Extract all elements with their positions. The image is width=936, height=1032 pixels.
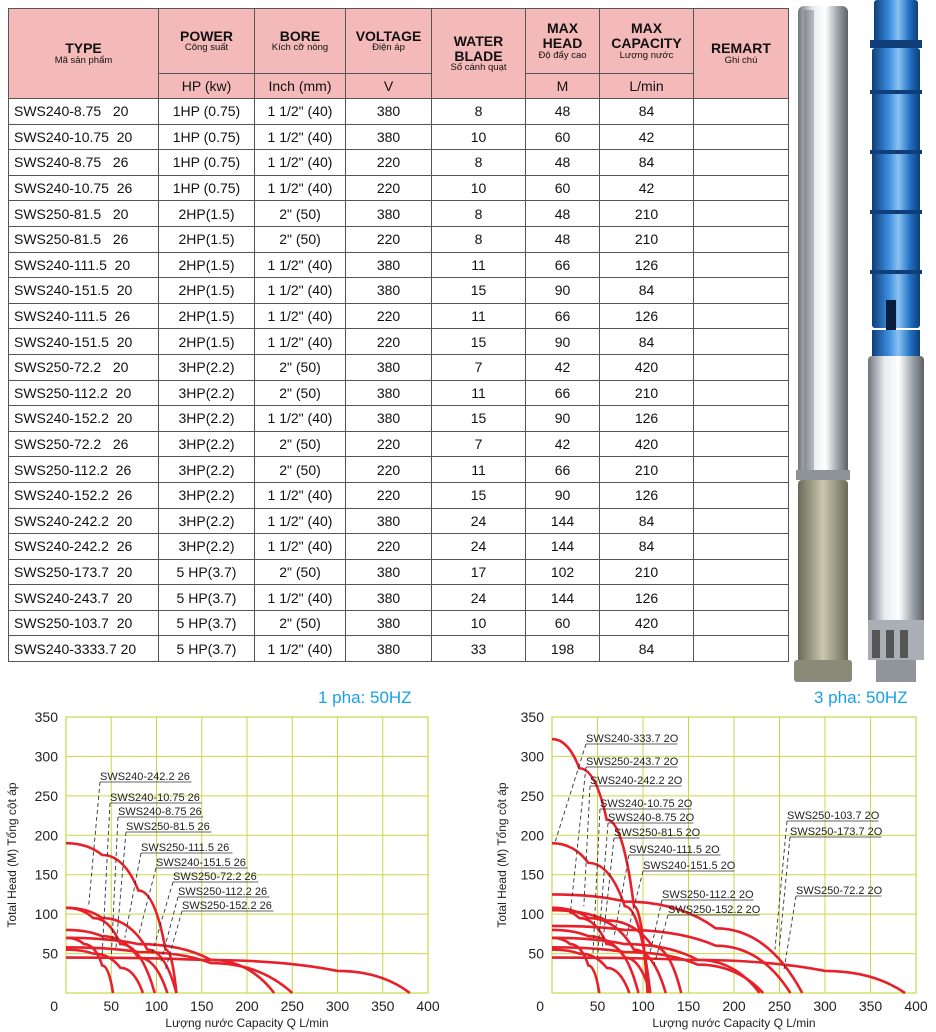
y-tick-label: 200 bbox=[34, 827, 58, 844]
table-row bbox=[9, 354, 789, 380]
series-label: SWS240-8.75 26 bbox=[118, 806, 202, 818]
cell-remart bbox=[694, 252, 789, 278]
cell-bore: 1 1/2" (40) bbox=[255, 534, 346, 560]
cell-bore: 1 1/2" (40) bbox=[255, 406, 346, 432]
cell-max-head: 60 bbox=[526, 610, 600, 636]
cell-max-head: 144 bbox=[526, 534, 600, 560]
series-leader-line bbox=[152, 882, 173, 954]
cell-max-capacity: 126 bbox=[600, 406, 694, 432]
cell-max-head: 48 bbox=[526, 201, 600, 227]
cell-power: 1HP (0.75) bbox=[159, 99, 255, 125]
x-tick-label: 250 bbox=[767, 998, 792, 1014]
col-header-max-capacity: MAX CAPACITY Lượng nước bbox=[600, 9, 694, 74]
series-label: SWS240-151.5 26 bbox=[156, 857, 246, 869]
series-label: SWS240-10.75 26 bbox=[110, 792, 200, 804]
cell-type: SWS250-81.5 20 bbox=[9, 201, 159, 227]
x-tick-label: 300 bbox=[325, 998, 350, 1014]
table-row bbox=[9, 636, 789, 662]
cell-voltage: 380 bbox=[346, 508, 432, 534]
cell-max-capacity: 42 bbox=[600, 175, 694, 201]
cell-remart bbox=[694, 124, 789, 150]
cell-max-head: 198 bbox=[526, 636, 600, 662]
series-label: SWS250-152.2 26 bbox=[182, 900, 272, 912]
cell-type: SWS240-10.75 26 bbox=[9, 175, 159, 201]
table-row bbox=[9, 380, 789, 406]
y-tick-label: 50 bbox=[42, 945, 58, 962]
cell-remart bbox=[694, 226, 789, 252]
cell-remart bbox=[694, 380, 789, 406]
cell-power: 3HP(2.2) bbox=[159, 482, 255, 508]
cell-power: 1HP (0.75) bbox=[159, 175, 255, 201]
series-curve bbox=[552, 950, 629, 993]
cell-max-head: 144 bbox=[526, 508, 600, 534]
cell-water-blade: 11 bbox=[432, 380, 526, 406]
cell-power: 3HP(2.2) bbox=[159, 508, 255, 534]
cell-voltage: 380 bbox=[346, 636, 432, 662]
series-label: SWS250-173.7 2O bbox=[790, 826, 883, 838]
cell-power: 5 HP(3.7) bbox=[159, 610, 255, 636]
series-label: SWS240-8.75 2O bbox=[608, 812, 695, 824]
cell-max-capacity: 420 bbox=[600, 354, 694, 380]
cell-max-capacity: 84 bbox=[600, 150, 694, 176]
cell-type: SWS240-111.5 26 bbox=[9, 303, 159, 329]
y-tick-label: 300 bbox=[520, 748, 544, 765]
x-tick-label: 200 bbox=[722, 998, 746, 1014]
cell-water-blade: 8 bbox=[432, 99, 526, 125]
cell-power: 2HP(1.5) bbox=[159, 226, 255, 252]
cell-voltage: 220 bbox=[346, 457, 432, 483]
y-tick-label: 150 bbox=[34, 866, 58, 883]
cell-max-head: 42 bbox=[526, 431, 600, 457]
cell-water-blade: 11 bbox=[432, 303, 526, 329]
table-row bbox=[9, 457, 789, 483]
series-leader-line bbox=[89, 782, 100, 906]
cell-water-blade: 11 bbox=[432, 252, 526, 278]
table-row bbox=[9, 150, 789, 176]
cell-bore: 2" (50) bbox=[255, 380, 346, 406]
cell-type: SWS240-151.5 20 bbox=[9, 278, 159, 304]
cell-bore: 1 1/2" (40) bbox=[255, 482, 346, 508]
cell-water-blade: 24 bbox=[432, 534, 526, 560]
cell-bore: 1 1/2" (40) bbox=[255, 585, 346, 611]
table-row bbox=[9, 534, 789, 560]
col-header-max-head: MAX HEAD Độ đẩy cao bbox=[526, 9, 600, 74]
series-curve bbox=[552, 958, 905, 993]
y-tick-label: 250 bbox=[520, 787, 544, 804]
series-label: SWS250-112.2 26 bbox=[178, 886, 268, 898]
cell-voltage: 380 bbox=[346, 354, 432, 380]
series-leader-line bbox=[166, 911, 182, 969]
y-tick-label: 0 bbox=[50, 998, 58, 1014]
cell-type: SWS240-152.2 20 bbox=[9, 406, 159, 432]
series-label: SWS250-72.2 26 bbox=[173, 871, 257, 883]
cell-type: SWS240-152.2 26 bbox=[9, 482, 159, 508]
cell-max-head: 66 bbox=[526, 380, 600, 406]
cell-remart bbox=[694, 610, 789, 636]
cell-water-blade: 33 bbox=[432, 636, 526, 662]
cell-power: 3HP(2.2) bbox=[159, 431, 255, 457]
table-row bbox=[9, 303, 789, 329]
y-tick-label: 100 bbox=[520, 906, 544, 923]
series-label: SWS240-10.75 2O bbox=[600, 798, 693, 810]
cell-max-capacity: 84 bbox=[600, 329, 694, 355]
cell-remart bbox=[694, 329, 789, 355]
cell-max-head: 48 bbox=[526, 150, 600, 176]
cell-voltage: 380 bbox=[346, 610, 432, 636]
cell-remart bbox=[694, 150, 789, 176]
cell-type: SWS250-112.2 20 bbox=[9, 380, 159, 406]
y-tick-label: 150 bbox=[520, 866, 544, 883]
series-curve bbox=[66, 950, 143, 993]
cell-voltage: 220 bbox=[346, 150, 432, 176]
col-header-bore: BORE Kích cỡ nòng bbox=[255, 9, 346, 74]
chart-3-phase-title: 3 pha: 50HZ bbox=[814, 688, 908, 707]
series-leader-line bbox=[570, 767, 586, 914]
cell-max-capacity: 210 bbox=[600, 380, 694, 406]
cell-remart bbox=[694, 99, 789, 125]
cell-bore: 1 1/2" (40) bbox=[255, 278, 346, 304]
table-row bbox=[9, 431, 789, 457]
x-tick-label: 300 bbox=[813, 998, 837, 1014]
cell-bore: 1 1/2" (40) bbox=[255, 99, 346, 125]
cell-type: SWS250-112.2 26 bbox=[9, 457, 159, 483]
series-leader-line bbox=[584, 786, 590, 906]
cell-remart bbox=[694, 559, 789, 585]
cell-bore: 2" (50) bbox=[255, 610, 346, 636]
series-curve bbox=[66, 938, 274, 993]
cell-power: 2HP(1.5) bbox=[159, 278, 255, 304]
series-label: SWS250-152.2 2O bbox=[668, 904, 761, 916]
cell-type: SWS250-103.7 20 bbox=[9, 610, 159, 636]
x-tick-label: 350 bbox=[371, 998, 395, 1014]
series-label: SWS250-112.2 2O bbox=[662, 889, 754, 901]
spec-table bbox=[8, 8, 789, 662]
col-header-voltage: VOLTAGE Điện áp bbox=[346, 9, 432, 74]
cell-water-blade: 24 bbox=[432, 585, 526, 611]
cell-max-capacity: 84 bbox=[600, 534, 694, 560]
series-label: SWS240-333.7 2O bbox=[586, 733, 679, 745]
cell-max-head: 90 bbox=[526, 406, 600, 432]
cell-remart bbox=[694, 534, 789, 560]
x-tick-label: 50 bbox=[103, 998, 120, 1014]
cell-max-head: 48 bbox=[526, 99, 600, 125]
y-tick-label: 250 bbox=[34, 787, 58, 804]
cell-water-blade: 15 bbox=[432, 278, 526, 304]
cell-bore: 1 1/2" (40) bbox=[255, 150, 346, 176]
cell-remart bbox=[694, 406, 789, 432]
cell-power: 3HP(2.2) bbox=[159, 380, 255, 406]
table-row bbox=[9, 610, 789, 636]
cell-max-head: 42 bbox=[526, 354, 600, 380]
cell-power: 5 HP(3.7) bbox=[159, 636, 255, 662]
x-tick-label: 50 bbox=[589, 998, 606, 1014]
cell-voltage: 380 bbox=[346, 99, 432, 125]
cell-max-head: 90 bbox=[526, 329, 600, 355]
cell-voltage: 220 bbox=[346, 329, 432, 355]
cell-water-blade: 8 bbox=[432, 150, 526, 176]
series-label: SWS250-81.5 26 bbox=[126, 821, 210, 833]
cell-voltage: 380 bbox=[346, 380, 432, 406]
cell-remart bbox=[694, 482, 789, 508]
series-leader-line bbox=[138, 868, 156, 936]
x-tick-label: 400 bbox=[416, 998, 440, 1014]
series-leader-line bbox=[125, 853, 141, 938]
cell-water-blade: 10 bbox=[432, 610, 526, 636]
cell-bore: 2" (50) bbox=[255, 559, 346, 585]
cell-water-blade: 15 bbox=[432, 329, 526, 355]
x-tick-label: 400 bbox=[904, 998, 928, 1014]
cell-voltage: 380 bbox=[346, 406, 432, 432]
cell-voltage: 220 bbox=[346, 226, 432, 252]
cell-max-capacity: 42 bbox=[600, 124, 694, 150]
col-header-remart: REMART Ghi chú bbox=[694, 9, 789, 99]
y-tick-label: 100 bbox=[34, 906, 58, 923]
x-axis-label: Lượng nước Capacity Q L/min bbox=[652, 1016, 816, 1030]
cell-power: 3HP(2.2) bbox=[159, 457, 255, 483]
cell-bore: 1 1/2" (40) bbox=[255, 636, 346, 662]
table-row bbox=[9, 482, 789, 508]
cell-remart bbox=[694, 585, 789, 611]
cell-type: SWS250-81.5 26 bbox=[9, 226, 159, 252]
cell-max-head: 90 bbox=[526, 278, 600, 304]
table-row bbox=[9, 406, 789, 432]
x-tick-label: 100 bbox=[144, 998, 169, 1014]
cell-water-blade: 7 bbox=[432, 354, 526, 380]
cell-max-capacity: 420 bbox=[600, 610, 694, 636]
y-tick-label: 0 bbox=[536, 998, 544, 1014]
cell-bore: 2" (50) bbox=[255, 201, 346, 227]
cell-water-blade: 15 bbox=[432, 482, 526, 508]
cell-remart bbox=[694, 457, 789, 483]
cell-power: 2HP(1.5) bbox=[159, 303, 255, 329]
blue-pump-image bbox=[868, 0, 924, 682]
cell-max-head: 48 bbox=[526, 226, 600, 252]
cell-voltage: 220 bbox=[346, 431, 432, 457]
series-label: SWS250-103.7 2O bbox=[787, 810, 880, 822]
series-leader-line bbox=[780, 837, 791, 946]
cell-bore: 2" (50) bbox=[255, 457, 346, 483]
y-tick-label: 300 bbox=[34, 748, 58, 765]
cell-max-capacity: 84 bbox=[600, 278, 694, 304]
cell-remart bbox=[694, 636, 789, 662]
cell-max-capacity: 126 bbox=[600, 303, 694, 329]
cell-voltage: 220 bbox=[346, 482, 432, 508]
unit-bore: Inch (mm) bbox=[255, 74, 346, 99]
series-label: SWS240-242.2 26 bbox=[100, 771, 190, 783]
cell-bore: 2" (50) bbox=[255, 431, 346, 457]
table-row bbox=[9, 175, 789, 201]
cell-type: SWS250-72.2 26 bbox=[9, 431, 159, 457]
cell-max-head: 60 bbox=[526, 124, 600, 150]
y-axis-label: Total Head (M) Tổng cột áp bbox=[5, 782, 19, 928]
cell-max-head: 90 bbox=[526, 482, 600, 508]
cell-voltage: 220 bbox=[346, 175, 432, 201]
cell-type: SWS240-10.75 20 bbox=[9, 124, 159, 150]
cell-water-blade: 17 bbox=[432, 559, 526, 585]
cell-water-blade: 7 bbox=[432, 431, 526, 457]
cell-remart bbox=[694, 201, 789, 227]
cell-bore: 1 1/2" (40) bbox=[255, 303, 346, 329]
unit-max-head: M bbox=[526, 74, 600, 99]
cell-max-capacity: 84 bbox=[600, 636, 694, 662]
chart-1-phase bbox=[0, 684, 440, 1032]
cell-power: 5 HP(3.7) bbox=[159, 585, 255, 611]
y-axis-label: Total Head (M) Tổng cột áp bbox=[495, 782, 509, 928]
series-leader-line bbox=[602, 838, 614, 950]
cell-power: 5 HP(3.7) bbox=[159, 559, 255, 585]
unit-max-capacity: L/min bbox=[600, 74, 694, 99]
cell-remart bbox=[694, 303, 789, 329]
pump-photo bbox=[780, 0, 936, 684]
x-tick-label: 150 bbox=[676, 998, 701, 1014]
cell-power: 2HP(1.5) bbox=[159, 252, 255, 278]
cell-bore: 1 1/2" (40) bbox=[255, 175, 346, 201]
cell-type: SWS240-111.5 20 bbox=[9, 252, 159, 278]
cell-max-capacity: 210 bbox=[600, 201, 694, 227]
y-tick-label: 50 bbox=[528, 945, 544, 962]
series-label: SWS250-72.2 2O bbox=[796, 885, 883, 897]
cell-water-blade: 24 bbox=[432, 508, 526, 534]
cell-remart bbox=[694, 508, 789, 534]
cell-water-blade: 15 bbox=[432, 406, 526, 432]
table-row bbox=[9, 508, 789, 534]
cell-remart bbox=[694, 278, 789, 304]
col-header-power: POWER Công suất bbox=[159, 9, 255, 74]
x-tick-label: 350 bbox=[858, 998, 883, 1014]
table-row bbox=[9, 278, 789, 304]
cell-max-capacity: 210 bbox=[600, 226, 694, 252]
cell-power: 2HP(1.5) bbox=[159, 329, 255, 355]
chart-1-phase-title: 1 pha: 50HZ bbox=[318, 688, 412, 707]
table-row bbox=[9, 124, 789, 150]
cell-type: SWS240-8.75 20 bbox=[9, 99, 159, 125]
cell-water-blade: 10 bbox=[432, 175, 526, 201]
x-tick-label: 150 bbox=[190, 998, 214, 1014]
cell-max-capacity: 420 bbox=[600, 431, 694, 457]
cell-power: 1HP (0.75) bbox=[159, 124, 255, 150]
table-row bbox=[9, 201, 789, 227]
cell-voltage: 220 bbox=[346, 534, 432, 560]
cell-max-head: 66 bbox=[526, 457, 600, 483]
cell-power: 3HP(2.2) bbox=[159, 534, 255, 560]
cell-voltage: 220 bbox=[346, 303, 432, 329]
unit-power: HP (kw) bbox=[159, 74, 255, 99]
cell-type: SWS240-243.7 20 bbox=[9, 585, 159, 611]
cell-remart bbox=[694, 354, 789, 380]
cell-water-blade: 8 bbox=[432, 226, 526, 252]
series-leader-line bbox=[555, 744, 586, 843]
cell-voltage: 380 bbox=[346, 124, 432, 150]
cell-max-head: 66 bbox=[526, 303, 600, 329]
cell-max-head: 144 bbox=[526, 585, 600, 611]
cell-power: 3HP(2.2) bbox=[159, 354, 255, 380]
series-leader-line bbox=[102, 803, 110, 954]
table-row bbox=[9, 329, 789, 355]
cell-voltage: 380 bbox=[346, 559, 432, 585]
cell-bore: 1 1/2" (40) bbox=[255, 252, 346, 278]
cell-type: SWS240-242.2 20 bbox=[9, 508, 159, 534]
cell-max-capacity: 84 bbox=[600, 508, 694, 534]
table-row bbox=[9, 226, 789, 252]
cell-bore: 1 1/2" (40) bbox=[255, 329, 346, 355]
cell-bore: 2" (50) bbox=[255, 354, 346, 380]
cell-voltage: 380 bbox=[346, 252, 432, 278]
series-label: SWS240-111.5 2O bbox=[629, 844, 720, 856]
cell-type: SWS250-173.7 20 bbox=[9, 559, 159, 585]
cell-water-blade: 11 bbox=[432, 457, 526, 483]
cell-voltage: 380 bbox=[346, 278, 432, 304]
table-row bbox=[9, 252, 789, 278]
table-row bbox=[9, 559, 789, 585]
cell-max-head: 60 bbox=[526, 175, 600, 201]
cell-type: SWS250-72.2 20 bbox=[9, 354, 159, 380]
table-row bbox=[9, 585, 789, 611]
cell-max-head: 102 bbox=[526, 559, 600, 585]
cell-bore: 1 1/2" (40) bbox=[255, 508, 346, 534]
col-header-water-blade: WATER BLADE Số cánh quạt bbox=[432, 9, 526, 99]
cell-max-capacity: 126 bbox=[600, 252, 694, 278]
x-tick-label: 100 bbox=[631, 998, 655, 1014]
x-axis-label: Lượng nước Capacity Q L/min bbox=[165, 1016, 329, 1030]
series-leader-line bbox=[116, 832, 126, 950]
series-label: SWS240-242.2 2O bbox=[590, 775, 683, 787]
cell-max-capacity: 84 bbox=[600, 99, 694, 125]
cell-type: SWS240-151.5 20 bbox=[9, 329, 159, 355]
series-label: SWS250-81.5 2O bbox=[614, 827, 701, 839]
y-tick-label: 350 bbox=[34, 709, 58, 725]
x-tick-label: 250 bbox=[280, 998, 304, 1014]
series-leader-line bbox=[784, 896, 796, 969]
y-tick-label: 200 bbox=[520, 827, 544, 844]
stainless-pump-image bbox=[794, 6, 852, 682]
spec-table-body bbox=[9, 99, 789, 662]
cell-type: SWS240-8.75 26 bbox=[9, 150, 159, 176]
chart-3-phase bbox=[490, 684, 936, 1032]
cell-max-capacity: 126 bbox=[600, 585, 694, 611]
x-tick-label: 200 bbox=[235, 998, 259, 1014]
cell-bore: 2" (50) bbox=[255, 226, 346, 252]
cell-water-blade: 10 bbox=[432, 124, 526, 150]
cell-remart bbox=[694, 175, 789, 201]
cell-voltage: 380 bbox=[346, 585, 432, 611]
cell-max-capacity: 210 bbox=[600, 559, 694, 585]
cell-max-capacity: 210 bbox=[600, 457, 694, 483]
unit-voltage: V bbox=[346, 74, 432, 99]
cell-max-capacity: 126 bbox=[600, 482, 694, 508]
cell-max-head: 66 bbox=[526, 252, 600, 278]
cell-type: SWS240-242.2 26 bbox=[9, 534, 159, 560]
col-header-type: TYPE Mã sản phẩm bbox=[9, 9, 159, 99]
series-label: SWS250-111.5 26 bbox=[141, 842, 230, 854]
cell-remart bbox=[694, 431, 789, 457]
cell-water-blade: 8 bbox=[432, 201, 526, 227]
cell-power: 1HP (0.75) bbox=[159, 150, 255, 176]
cell-power: 2HP(1.5) bbox=[159, 201, 255, 227]
cell-type: SWS240-3333.7 20 bbox=[9, 636, 159, 662]
cell-power: 3HP(2.2) bbox=[159, 406, 255, 432]
series-label: SWS250-243.7 2O bbox=[586, 756, 679, 768]
series-label: SWS240-151.5 2O bbox=[643, 860, 736, 872]
y-tick-label: 350 bbox=[520, 709, 544, 725]
cell-bore: 1 1/2" (40) bbox=[255, 124, 346, 150]
table-row bbox=[9, 99, 789, 125]
cell-voltage: 380 bbox=[346, 201, 432, 227]
